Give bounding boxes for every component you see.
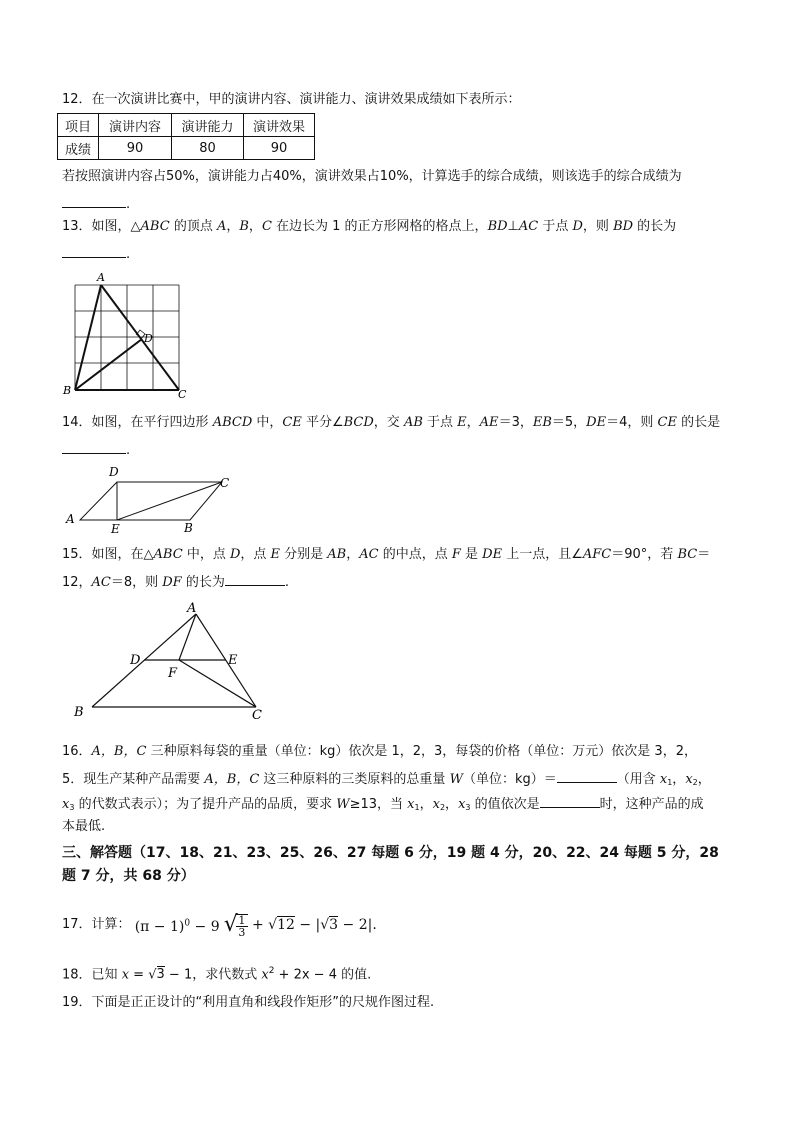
answer-blank[interactable] bbox=[540, 794, 600, 808]
q15-segment: ＝90°，若 bbox=[611, 547, 678, 562]
answer-blank[interactable] bbox=[225, 572, 285, 586]
label-b: B bbox=[74, 705, 84, 720]
table-row bbox=[58, 137, 315, 160]
q16-line4: 本最低. bbox=[62, 819, 106, 834]
q17-expression: 17．计算： $(\pi - 1)^0 - 9$ √ $\frac{1}{3}$ + √12 − |√3 − 2|. bbox=[62, 911, 377, 939]
q12-text: 若按照演讲内容占50%，演讲能力占40%，演讲效果占10%，计算选手的综合成绩，则该选手的综合成绩为 bbox=[62, 169, 682, 184]
label-b: B bbox=[63, 384, 72, 397]
table-header: 项目 bbox=[58, 114, 99, 137]
q15-segment: ，点 bbox=[240, 547, 271, 562]
label-d: D bbox=[130, 653, 141, 668]
q15-segment: BC bbox=[677, 547, 698, 562]
label-a: A bbox=[187, 601, 197, 616]
q18-text: 18．已知 x = √3 − 1，求代数式 $x^2 + 2x - 4$ 的值. bbox=[62, 966, 372, 983]
answer-blank[interactable] bbox=[62, 194, 126, 208]
q15-line2: 12，AC＝8，则 DF 的长为 . bbox=[62, 572, 289, 591]
label-c: C bbox=[220, 476, 230, 490]
table-header-row bbox=[58, 114, 315, 137]
grid-lines bbox=[75, 285, 179, 390]
q15-segment: AB bbox=[327, 547, 347, 562]
q19-text: 19．下面是正正设计的“利用直角和线段作矩形”的尺规作图过程. bbox=[62, 995, 435, 1010]
q14-parallelogram-figure bbox=[60, 462, 240, 537]
q16-line2: 5．现生产某种产品需要 A，B，C 这三种原料的三类原料的总重量 W（单位：kg）＝ （用含 $x_1$，$x_2$， bbox=[62, 769, 711, 791]
label-f: F bbox=[168, 666, 178, 681]
q13-text: 13．如图，△ABC 的顶点 A，B，C 在边长为 1 的正方形网格的格点上，BD⊥AC 于点 D，则 BD 的长为 bbox=[62, 219, 677, 234]
q13-grid-figure bbox=[60, 270, 200, 402]
q15-segment: E bbox=[270, 547, 281, 562]
q15-segment: ABC bbox=[153, 547, 183, 562]
q16-line1: 16．A，B，C 三种原料每袋的重量（单位：kg）依次是 1，2，3，每袋的价格（单位：万元）依次是 3，2， bbox=[62, 744, 697, 759]
q15-segment: D bbox=[229, 547, 241, 562]
q13-answer-line: . bbox=[62, 244, 130, 263]
label-a: A bbox=[66, 512, 75, 526]
section-heading-line2: 题 7 分，共 68 分） bbox=[62, 868, 195, 884]
q14-text: 14．如图，在平行四边形 ABCD 中，CE 平分∠BCD，交 AB 于点 E，AE＝3，EB＝5，DE＝4，则 CE 的长是 bbox=[62, 415, 721, 430]
q15-segment: 上一点，且∠ bbox=[502, 547, 583, 562]
q15-segment: F bbox=[451, 547, 461, 562]
q15-segment: DE bbox=[482, 547, 503, 562]
label-d: D bbox=[109, 465, 119, 479]
parallelogram-abcd bbox=[80, 482, 222, 520]
answer-blank[interactable] bbox=[62, 244, 126, 258]
q15-segment: 分别是 bbox=[280, 547, 328, 562]
label-e: E bbox=[111, 522, 120, 536]
table-cell: 90 bbox=[244, 137, 315, 160]
q15-segment: AC bbox=[359, 547, 379, 562]
label-a: A bbox=[97, 271, 105, 284]
table-cell: 90 bbox=[99, 137, 172, 160]
label-e: E bbox=[228, 653, 238, 668]
q12-answer-line: . bbox=[62, 194, 130, 213]
q16-line3: $x_3$ 的代数式表示）；为了提升产品的品质，要求 W≥13，当 $x_1$，$x_2$，$x_3$ 的值依次是 时，这种产品的成 bbox=[62, 794, 704, 816]
q15-segment: 中，点 bbox=[182, 547, 230, 562]
q15-segment: 是 bbox=[460, 547, 483, 562]
label-c: C bbox=[252, 708, 262, 723]
q15-segment: ＝ bbox=[697, 547, 711, 562]
label-b: B bbox=[184, 521, 193, 535]
label-d: D bbox=[144, 332, 153, 345]
q15-segment: 的中点，点 bbox=[378, 547, 452, 562]
q15-segment: 15．如图，在△ bbox=[62, 547, 154, 562]
q15-line1 bbox=[62, 547, 710, 563]
table-header: 演讲效果 bbox=[244, 114, 315, 137]
answer-blank[interactable] bbox=[62, 440, 126, 454]
answer-blank[interactable] bbox=[557, 769, 617, 783]
q15-triangle-figure bbox=[68, 600, 278, 725]
q15-segment: ， bbox=[346, 547, 360, 562]
section-heading-line1: 三、解答题（17、18、21、23、25、26、27 每题 6 分，19 题 4 分，20、22、24 每题 5 分，28 bbox=[62, 845, 719, 861]
label-c: C bbox=[178, 388, 187, 401]
table-cell: 成绩 bbox=[58, 137, 99, 160]
q15-segment: AFC bbox=[582, 547, 612, 562]
table-header: 演讲内容 bbox=[99, 114, 172, 137]
table-header: 演讲能力 bbox=[172, 114, 244, 137]
q14-answer-line: . bbox=[62, 440, 130, 459]
score-table bbox=[57, 113, 315, 160]
table-cell: 80 bbox=[172, 137, 244, 160]
q12-intro: 12．在一次演讲比赛中，甲的演讲内容、演讲能力、演讲效果成绩如下表所示： bbox=[62, 92, 521, 107]
